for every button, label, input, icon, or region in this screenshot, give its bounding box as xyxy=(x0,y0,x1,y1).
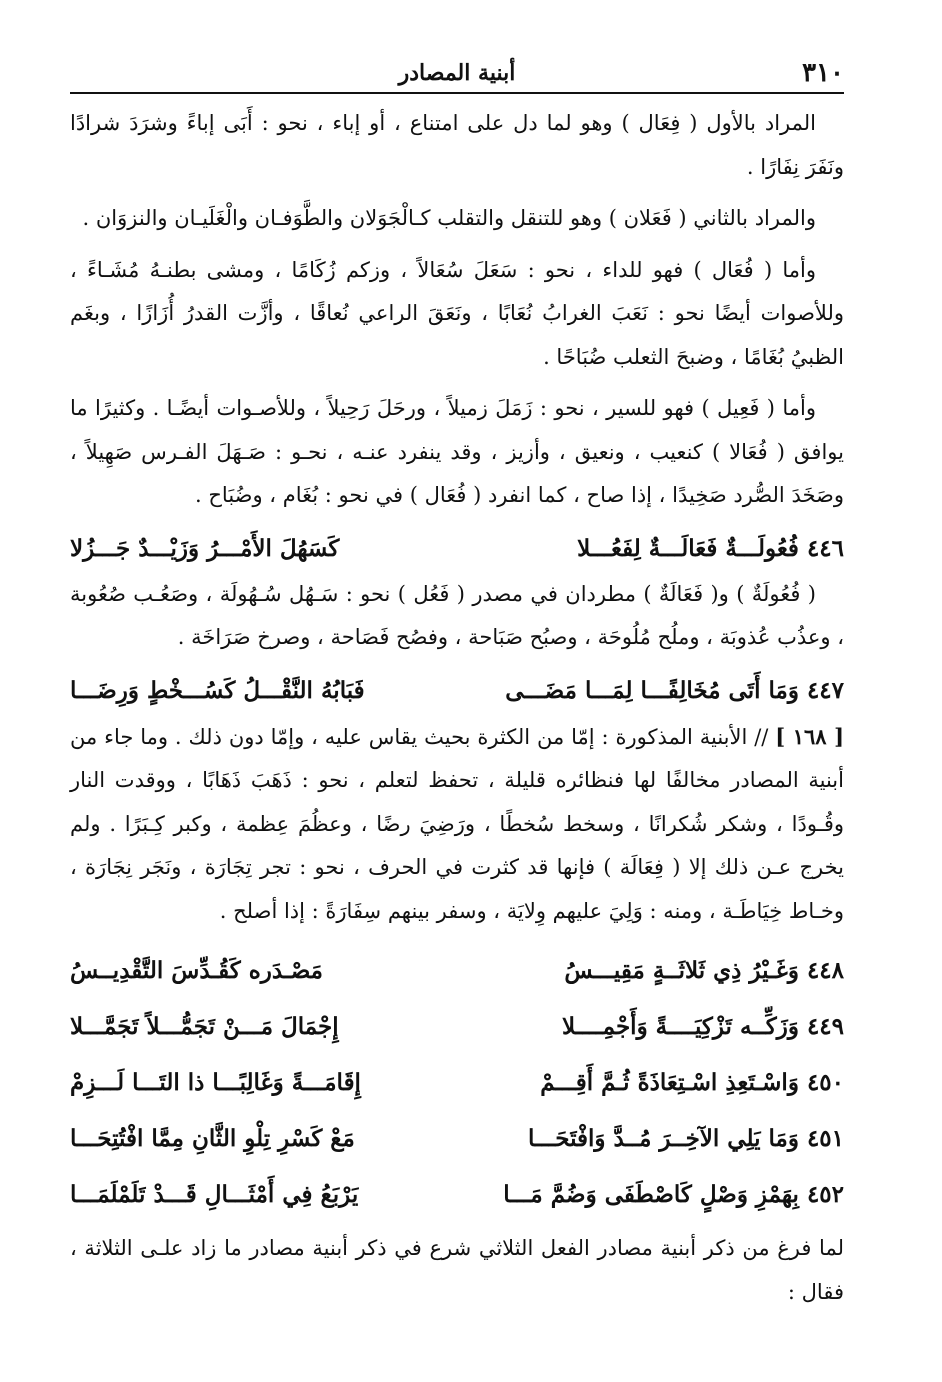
verse-first-hemistich xyxy=(505,669,844,713)
verse-number: ٤٥٢ xyxy=(806,1181,844,1209)
verse-first-hemistich xyxy=(577,527,844,571)
verse-second-hemistich: يَرْبَعُ فِي أَمْثَـــالِ قَـــدْ تَلَمْلَمَـــا xyxy=(70,1181,359,1209)
verse-number: ٤٤٦ xyxy=(806,535,844,563)
verse-number: ٤٥١ xyxy=(806,1125,844,1153)
paragraph-text: // الأبنية المذكورة : إمّا من الكثرة بحيث يقاس عليه ، وإمّا دون ذلك . وما جاء من أبنية المصادر مخالفًا لها فنظائره قليلة ، تحفظ لتعلم ، نحو : ذَهَبَ ذَهَابًا ، ووقدت النار وقُـودًا ، وشكر شُكرانًا ، وسخط سُخطًا ، ورَضِيَ رضًا ، وعظُمَ عِظمة ، وكبر كِـبَرًا . ولم يخرج عـن ذلك إلا ( فِعَالَة ) فإنها قد كثرت في الحرف ، نحو : تجر تِجَارَة ، ونَجَر نِجَارَة ، وخـاط خِيَاطَـة ، ومنه : وَلِيَ عليهم وِلايَة ، وسفر بينهم سِفَارَةً : إذا أصلح . xyxy=(70,724,844,923)
verse-text: وَزَكِّــه تَزْكِيَــــةً وَأَجْمِــــلا xyxy=(561,1013,799,1041)
page-body xyxy=(70,102,844,1322)
verse-first-hemistich xyxy=(514,949,844,993)
verse-row xyxy=(70,1111,844,1167)
verse-first-hemistich xyxy=(514,1005,844,1049)
verse-second-hemistich: فَبَابُهُ النَّقْـــلُ كَسُـــخْطٍ وَرِضَـــا xyxy=(70,677,365,705)
verse-446 xyxy=(70,526,844,573)
paragraph xyxy=(70,715,844,934)
verse-447 xyxy=(70,668,844,715)
verse-second-hemistich: إِقَامَـــةً وَغَالِبًـــا ذا التَـــا لَـــزِمْ xyxy=(70,1069,361,1097)
verse-text: وَمَا أَتَى مُخَالِفًـــا لِمَـــا مَضَـــى xyxy=(505,677,799,705)
verse-number: ٤٤٩ xyxy=(806,1013,844,1041)
verse-first-hemistich xyxy=(514,1117,844,1161)
header-rule xyxy=(70,92,844,94)
verse-second-hemistich: كَسَهُلَ الأَمْـــرُ وَزَيْـــدٌ جَـــزُلا xyxy=(70,535,340,563)
verse-second-hemistich: مَعْ كَسْرِ تِلْوِ الثَّانِ مِمَّا افْتُتِحَـــا xyxy=(70,1125,355,1153)
verse-number: ٤٤٨ xyxy=(806,957,844,985)
verse-second-hemistich: إِجْمَالَ مَـــنْ تَجَمُّـــلاً تَجَمَّـــلا xyxy=(70,1013,339,1041)
verse-row xyxy=(70,1055,844,1111)
verse-first-hemistich xyxy=(514,1061,844,1105)
verse-row xyxy=(70,999,844,1055)
footnote-marker: [ ١٦٨ ] xyxy=(775,723,845,749)
verse-number: ٤٤٧ xyxy=(806,677,844,705)
verse-row xyxy=(70,1167,844,1223)
paragraph: المراد بالأول ( فِعَال ) وهو لما دل على امتناع ، أو إباء ، نحو : أَبَى إباءً وشرَدَ شرادًا ونَفَرَ نِفَارًا . xyxy=(70,111,844,179)
paragraph: والمراد بالثاني ( فَعَلان ) وهو للتنقل والتقلب كـالْجَوَلان والطَّوَفـان والْغَلَيـان والنزوَان . xyxy=(82,206,816,230)
page-number: ٣١٠ xyxy=(802,58,844,88)
paragraph: ( فُعُولَةٌ ) و( فَعَالَةٌ ) مطردان في مصدر ( فَعُل ) نحو : سَـهُل سُـهُولَة ، وصَعُـب صُعُوبة ، وعذُب عُذوبَة ، وملُح مُلُوحَة ، وصبُح صَبَاحة ، وفصُح فَصَاحة ، وصرخ صَرَاخَة . xyxy=(70,581,844,649)
verse-number: ٤٥٠ xyxy=(806,1069,844,1097)
paragraph: وأما ( فُعَال ) فهو للداء ، نحو : سَعَلَ سُعَالاً ، وزكم زُكَامًا ، ومشى بطنـهُ مُشَـاءً ، وللأصوات أيضًا نحو : نَعَبَ الغرابُ نُعَابًا ، ونَعَقَ الراعي نُعاقًا ، وأزَّت القدرُ أُزَازًا ، وبغَم الظبيُ بُغَامًا ، وضبحَ الثعلب ضُبَاحًا . xyxy=(70,257,844,369)
verse-text: بِهَمْزِ وَصْلٍ كَاصْطَفَى وَضُمَّ مَـــا xyxy=(503,1181,799,1209)
page-header xyxy=(70,56,844,90)
verse-text: فُعُولَـــةٌ فَعَالَـــةٌ لِفَعُـــلا xyxy=(577,535,799,563)
verse-first-hemistich xyxy=(503,1173,844,1217)
verse-row xyxy=(70,943,844,999)
verse-text: وَمَا يَلِي الآخِــرَ مُــدَّ وَافْتَحَـــا xyxy=(528,1125,799,1153)
verse-block xyxy=(70,943,844,1223)
running-title: أبنية المصادر xyxy=(398,60,516,86)
verse-text: وَاسْـتَعِذِ اسْـتِعَاذَةً ثُـمَّ أَقِـــمْ xyxy=(540,1069,799,1097)
verse-second-hemistich: مَصْـدَره كَقُـدِّسَ التَّقْدِيــسُ xyxy=(70,957,323,985)
paragraph: لما فرغ من ذكر أبنية مصادر الفعل الثلاثي شرع في ذكر أبنية مصادر ما زاد علـى الثلاثة ، فقال : xyxy=(70,1236,844,1304)
paragraph: وأما ( فَعِيل ) فهو للسير ، نحو : زَمَلَ زميلاً ، ورحَلَ رَحِيلاً ، وللأصـوات أيضًـا . وكثيرًا ما يوافق ( فُعَالا ) كنعيب ، ونعيق ، وأزيز ، وقد ينفرد عنـه ، نحـو : صَـهَلَ الفـرس صَهِيلاً ، وصَخَدَ الصُّرد صَخِيدًا ، إذا صاح ، كما انفرد ( فُعَال ) في نحو : بُغَام ، وضُبَاح . xyxy=(70,396,844,507)
verse-text: وَغَـيْرُ ذِي ثَلاثَــةٍ مَقِيـــسُ xyxy=(564,957,799,985)
